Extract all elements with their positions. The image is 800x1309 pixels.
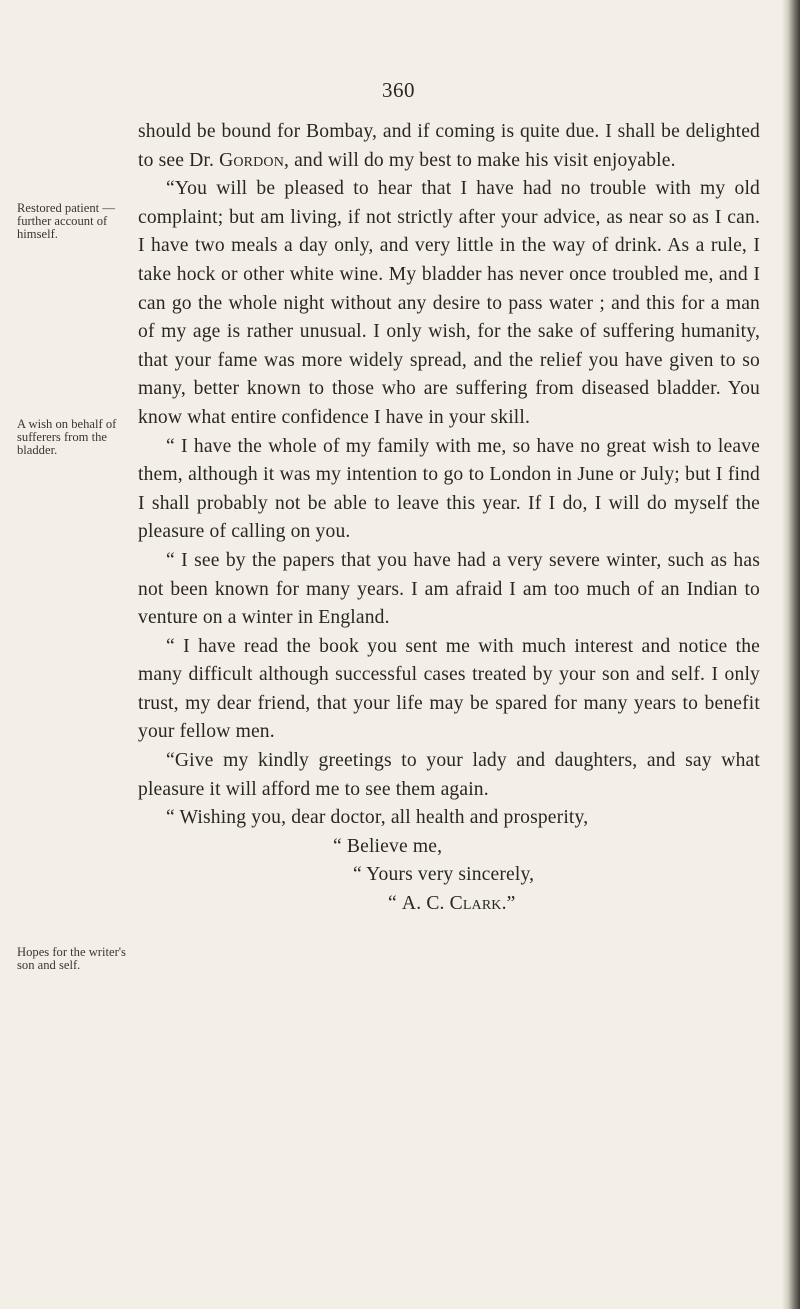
paragraph-family: “ I have the whole of my family with me, so have no great wish to leave them, although it was my intention to go to London in June or July; but I find I shall probably not be able to leave this year. If I do, I will do myself the pleasure of calling on you. xyxy=(138,435,760,543)
paragraph-wishes: “ Wishing you, dear doctor, all health and prosperity, xyxy=(166,807,589,829)
margin-note-wish-for-sufferers: A wish on behalf of sufferers from the bladder. xyxy=(17,417,117,457)
paragraph-continuation xyxy=(138,118,760,175)
page-number: 360 xyxy=(382,78,415,102)
paragraph-health-report: “You will be pleased to hear that I have had no trouble with my old complaint; but am living, if not strictly after your advice, as near so as I can. I have two meals a day only, and very little in the way of drink. As a rule, I take hock or other white wine. My bladder has never once troubled me, and I can go the whole night without any desire to pass water ; and this for a man of my age is rather unusual. I only wish, for the sake of suffering humanity, that your fame was more widely spread, and the relief you have given to so many, better known to those who are suffering from diseased bladder. You know what entire confidence I have in your skill. xyxy=(138,178,760,428)
paragraph-winter: “ I see by the papers that you have had a very severe winter, such as has not been known for many years. I am afraid I am too much of an Indian to venture on a winter in England. xyxy=(138,549,760,629)
margin-note-hopes-for-son: Hopes for the writer's son and self. xyxy=(17,945,126,972)
letter-body xyxy=(138,118,760,919)
closing-believe-me: “ Believe me, xyxy=(333,835,443,857)
paragraph-greetings: “Give my kindly greetings to your lady and daughters, and say what pleasure it will afford me to see them again. xyxy=(138,750,760,800)
signature-name: A. C. Clark.” xyxy=(401,893,516,915)
page-edge-shadow xyxy=(782,0,800,1309)
doctor-name: Gordon xyxy=(219,149,284,171)
closing-yours-sincerely: “ Yours very sincerely, xyxy=(353,864,535,886)
closing-signature-line xyxy=(138,890,760,919)
letter-closing xyxy=(138,833,760,919)
signature-quote: “ xyxy=(388,893,397,915)
margin-note-restored-patient: Restored patient — further account of himself. xyxy=(17,201,115,241)
paragraph-text: should be bound for Bombay, and if coming is quite due. I shall be delighted to see Dr. xyxy=(138,121,760,171)
paragraph-text: , and will do my best to make his visit enjoyable. xyxy=(283,149,676,171)
paragraph-book: “ I have read the book you sent me with much interest and notice the many difficult although successful cases treated by your son and self. I only trust, my dear friend, that your life may be spared for many years to benefit your fellow men. xyxy=(138,635,760,743)
